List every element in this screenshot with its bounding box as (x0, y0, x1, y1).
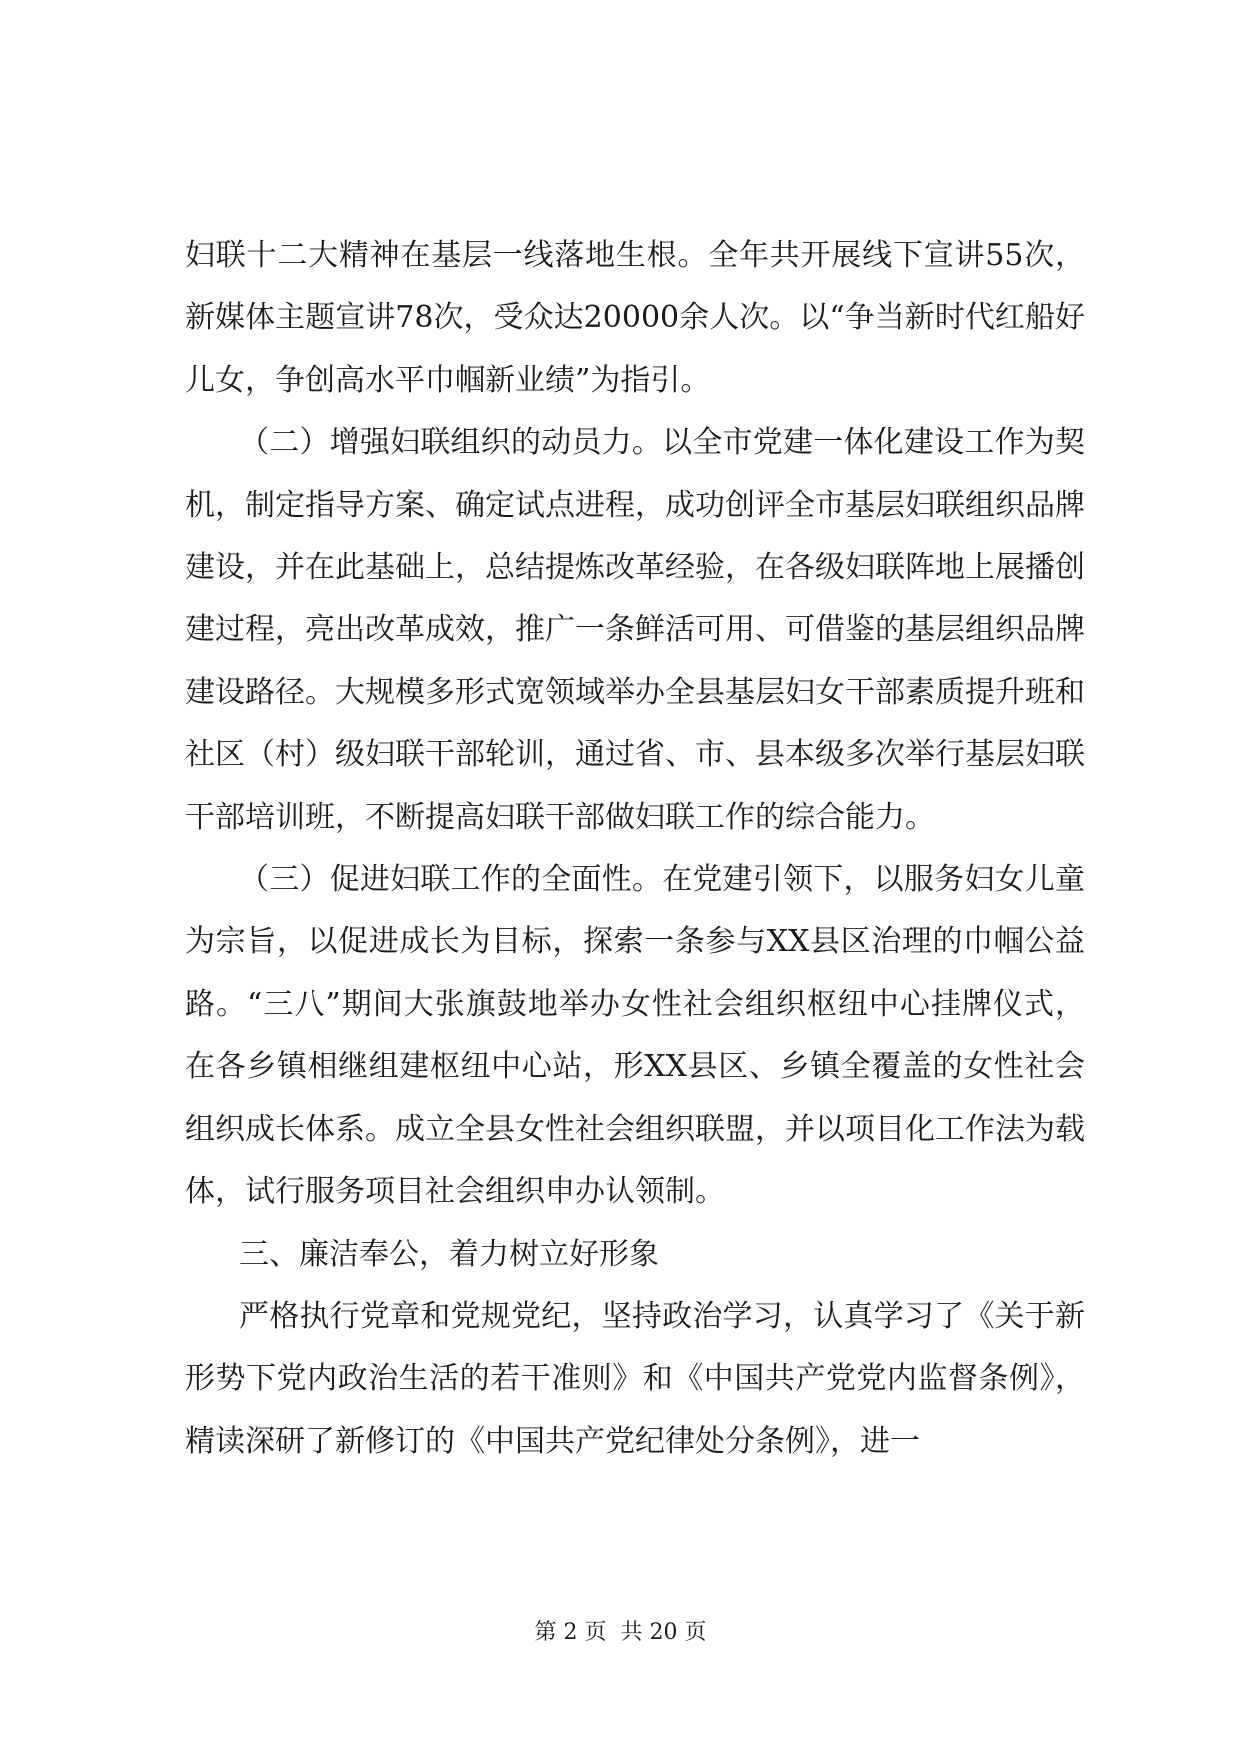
paragraph-section-3: （三）促进妇联工作的全面性。在党建引领下，以服务妇女儿童为宗旨，以促进成长为目标，探索一条参与XX县区治理的巾帼公益路。“三八”期间大张旗鼓地举办女性社会组织枢纽中心挂牌仪式，在各乡镇相继组建枢纽中心站，形XX县区、乡镇全覆盖的女性社会组织成长体系。成立全县女性社会组织联盟，并以项目化工作法为载体，试行服务项目社会组织申办认领制。 (185, 862, 1085, 1210)
page-footer (0, 1618, 1241, 1648)
body-text (185, 225, 1085, 1473)
heading-section-three: 三、廉洁奉公，着力树立好形象 (239, 1236, 659, 1272)
paragraph-section-2: （二）增强妇联组织的动员力。以全市党建一体化建设工作为契机，制定指导方案、确定试点进程，成功创评全市基层妇联组织品牌建设，并在此基础上，总结提炼改革经验，在各级妇联阵地上展播创建过程，亮出改革成效，推广一条鲜活可用、可借鉴的基层组织品牌建设路径。大规模多形式宽领域举办全县基层妇女干部素质提升班和社区（村）级妇联干部轮训，通过省、市、县本级多次举行基层妇联干部培训班，不断提高妇联干部做妇联工作的综合能力。 (185, 425, 1085, 835)
paragraph-integrity: 严格执行党章和党规党纪，坚持政治学习，认真学习了《关于新形势下党内政治生活的若干准则》和《中国共产党党内监督条例》，精读深研了新修订的《中国共产党纪律处分条例》，进一 (185, 1298, 1085, 1459)
page-number: 第 2 页 共 20 页 (534, 1620, 707, 1645)
paragraph-continuation: 妇联十二大精神在基层一线落地生根。全年共开展线下宣讲55次，新媒体主题宣讲78次，受众达20000余人次。以“争当新时代红船好儿女，争创高水平巾帼新业绩”为指引。 (185, 238, 1085, 398)
